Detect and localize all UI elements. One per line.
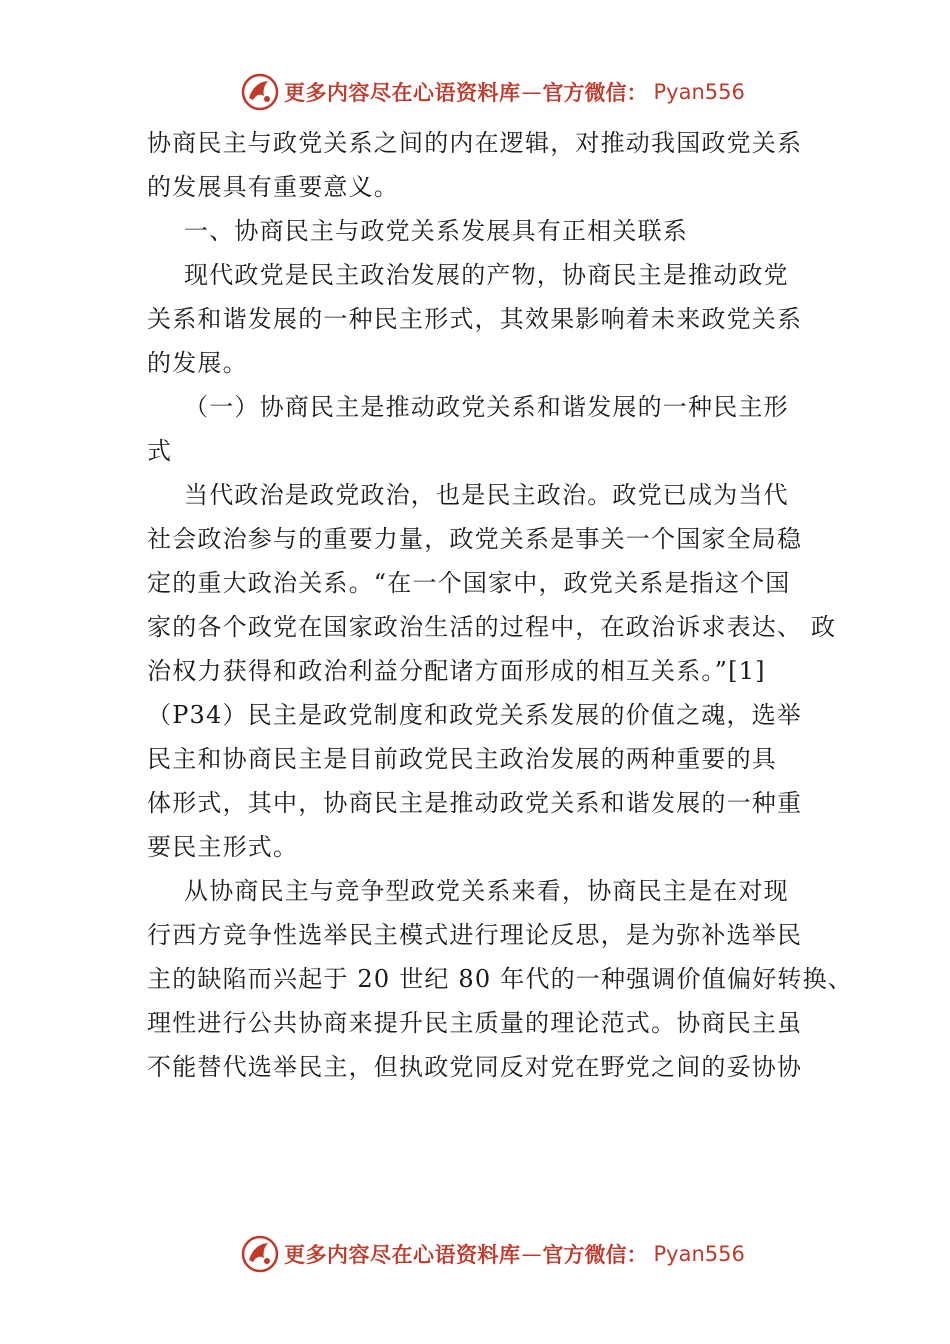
wechat-id: Pyan556 (653, 1242, 745, 1266)
wechat-id: Pyan556 (653, 80, 745, 104)
text-line: 要民主形式。 (147, 833, 299, 861)
section-heading: 一、协商民主与政党关系发展具有正相关联系 (184, 217, 688, 245)
subsection-heading-cont: 式 (147, 437, 173, 465)
text-line: 家的各个政党在国家政治生活的过程中，在政治诉求表达、 政 (147, 613, 837, 641)
wechat-label: 官方微信： (542, 80, 648, 105)
text-line: 协商民主与政党关系之间的内在逻辑，对推动我国政党关系 (147, 129, 803, 157)
header-banner (240, 70, 745, 114)
text-line: 定的重大政治关系。“在一个国家中，政党关系是指这个国 (147, 569, 791, 597)
text-line: （P34）民主是政党制度和政党关系发展的价值之魂，选举 (147, 701, 803, 729)
footer-banner (240, 1232, 745, 1276)
text-line: 不能替代选举民主，但执政党同反对党在野党之间的妥协协 (147, 1053, 803, 1081)
text-line: 行西方竞争性选举民主模式进行理论反思，是为弥补选举民 (147, 921, 803, 949)
text-line: 从协商民主与竞争型政党关系来看，协商民主是在对现 (184, 877, 789, 905)
text-line: 治权力获得和政治利益分配诸方面形成的相互关系。”[1] (147, 657, 766, 685)
banner-dash: — (521, 80, 542, 104)
text-line: 民主和协商民主是目前政党民主政治发展的两种重要的具 (147, 745, 777, 773)
text-line: 的发展具有重要意义。 (147, 173, 399, 201)
brand-logo-icon (240, 72, 280, 112)
text-line: 的发展。 (147, 349, 248, 377)
subsection-heading: （一）协商民主是推动政党关系和谐发展的一种民主形 (184, 393, 789, 421)
document-body (147, 121, 853, 1089)
brand-logo-icon (240, 1234, 280, 1274)
banner-dash: — (521, 1242, 542, 1266)
text-line: 主的缺陷而兴起于 20 世纪 80 年代的一种强调价值偏好转换、 (147, 965, 853, 993)
text-line: 理性进行公共协商来提升民主质量的理论范式。协商民主虽 (147, 1009, 803, 1037)
wechat-label: 官方微信： (542, 1242, 648, 1267)
text-line: 现代政党是民主政治发展的产物，协商民主是推动政党 (184, 261, 789, 289)
banner-text: 更多内容尽在心语资料库 (284, 1242, 521, 1267)
text-line: 社会政治参与的重要力量，政党关系是事关一个国家全局稳 (147, 525, 803, 553)
text-line: 关系和谐发展的一种民主形式，其效果影响着未来政党关系 (147, 305, 803, 333)
text-line: 体形式，其中，协商民主是推动政党关系和谐发展的一种重 (147, 789, 803, 817)
banner-text: 更多内容尽在心语资料库 (284, 80, 521, 105)
text-line: 当代政治是政党政治，也是民主政治。政党已成为当代 (184, 481, 789, 509)
